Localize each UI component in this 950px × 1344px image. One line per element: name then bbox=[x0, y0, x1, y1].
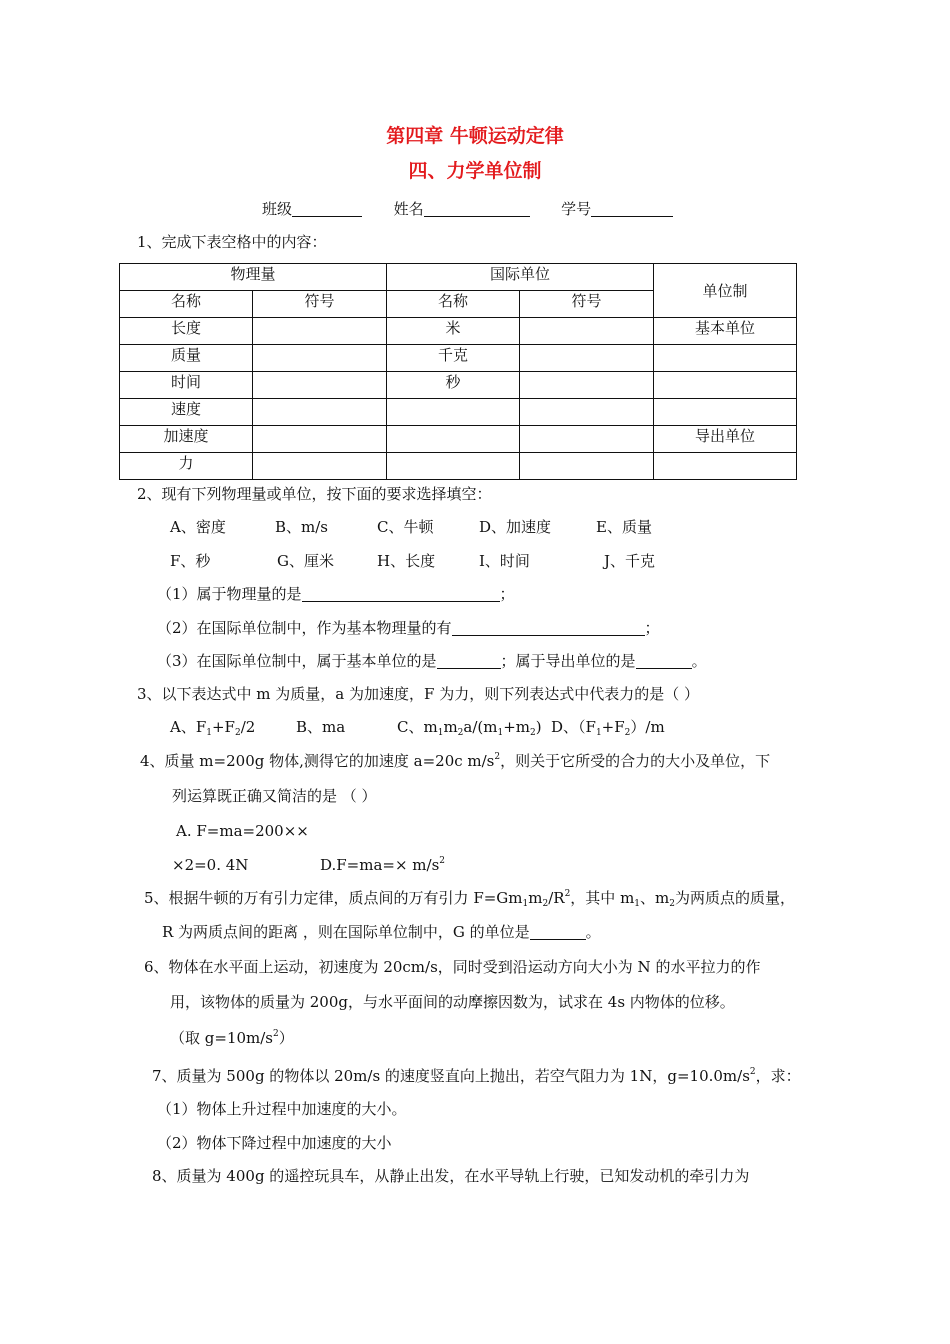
q2-sub3-end: 。 bbox=[691, 652, 707, 670]
si-name-cell[interactable] bbox=[387, 453, 520, 480]
q5-text: R 为两质点间的距离 ，则在国际单位制中，G 的单位是 bbox=[162, 923, 530, 941]
header-si-name: 名称 bbox=[387, 291, 520, 318]
subscript: 1 bbox=[497, 728, 504, 738]
q3-opt-c-text: m bbox=[443, 718, 458, 736]
q2-option-i: I、时间 bbox=[479, 552, 530, 570]
header-si-symbol: 符号 bbox=[520, 291, 654, 318]
q6-text: ） bbox=[278, 1029, 294, 1047]
section-title: 四、力学单位制 bbox=[408, 160, 542, 182]
q4-text: ，则关于它所受的合力的大小及单位，下 bbox=[500, 752, 771, 770]
subscript: 1 bbox=[595, 728, 602, 738]
quantity-cell: 长度 bbox=[120, 318, 253, 345]
superscript: 2 bbox=[564, 889, 571, 899]
q2-sub2-text: （2）在国际单位制中，作为基本物理量的有 bbox=[157, 619, 452, 637]
si-symbol-cell[interactable] bbox=[520, 453, 654, 480]
name-blank[interactable] bbox=[424, 201, 530, 217]
table-row bbox=[120, 372, 797, 399]
header-name: 名称 bbox=[120, 291, 253, 318]
q4-option-b: ×2=0. 4N bbox=[172, 856, 249, 874]
q4-text: 4、质量 m=200g 物体,测得它的加速度 a=20c m/s bbox=[140, 752, 495, 770]
q2-option-d: D、加速度 bbox=[479, 518, 552, 536]
system-cell[interactable] bbox=[654, 399, 797, 426]
student-info bbox=[262, 199, 673, 219]
id-blank[interactable] bbox=[591, 201, 673, 217]
q2-option-e: E、质量 bbox=[596, 518, 652, 536]
table-row bbox=[120, 318, 797, 345]
si-name-cell[interactable] bbox=[387, 426, 520, 453]
chapter-title: 第四章 牛顿运动定律 bbox=[386, 125, 564, 147]
superscript: 2 bbox=[749, 1067, 756, 1077]
header-si-unit: 国际单位 bbox=[387, 264, 654, 291]
system-cell[interactable] bbox=[654, 345, 797, 372]
q3-opt-d-text: D、（F bbox=[551, 718, 596, 736]
q2-sub2 bbox=[157, 618, 660, 638]
subscript: 2 bbox=[624, 728, 631, 738]
q4-option-a: A. F=ma=200×× bbox=[176, 822, 309, 840]
subscript: 1 bbox=[206, 728, 212, 738]
symbol-cell[interactable] bbox=[253, 426, 387, 453]
q8-line1: 8、质量为 400g 的遥控玩具车，从静止出发，在水平导轨上行驶，已知发动机的牵引力为 bbox=[152, 1167, 750, 1185]
quantity-cell: 质量 bbox=[120, 345, 253, 372]
q3-opt-a-text: A、F bbox=[170, 718, 207, 736]
subscript: 2 bbox=[542, 899, 549, 909]
q6-line2: 用，该物体的质量为 200g，与水平面间的动摩擦因数为，试求在 4s 内物体的位移。 bbox=[170, 993, 735, 1011]
q2-option-j: J、千克 bbox=[604, 552, 656, 570]
si-symbol-cell[interactable] bbox=[520, 399, 654, 426]
table-row bbox=[120, 453, 797, 480]
symbol-cell[interactable] bbox=[253, 399, 387, 426]
q7-sub1: （1）物体上升过程中加速度的大小。 bbox=[157, 1100, 407, 1118]
q3-option-c bbox=[397, 717, 542, 737]
q5-text: m bbox=[528, 889, 543, 907]
symbol-cell[interactable] bbox=[253, 318, 387, 345]
q2-option-c: C、牛顿 bbox=[377, 518, 434, 536]
q7-text: 7、质量为 500g 的物体以 20m/s 的速度竖直向上抛出，若空气阻力为 1N，g=10.0m/s bbox=[152, 1067, 750, 1085]
subscript: 1 bbox=[437, 728, 444, 738]
q2-option-h: H、长度 bbox=[377, 552, 436, 570]
q2-sub1-blank[interactable] bbox=[302, 586, 500, 602]
table-row bbox=[120, 426, 797, 453]
subscript: 2 bbox=[530, 728, 536, 738]
units-table bbox=[119, 263, 797, 480]
q2-sub1-end: ； bbox=[499, 585, 515, 603]
q2-sub3 bbox=[157, 651, 707, 671]
si-symbol-cell[interactable] bbox=[520, 318, 654, 345]
class-label: 班级 bbox=[262, 200, 293, 218]
q4-line2: 列运算既正确又简洁的是 （ ） bbox=[172, 787, 377, 805]
si-symbol-cell[interactable] bbox=[520, 372, 654, 399]
q2-sub3-text-b: ；属于导出单位的是 bbox=[500, 652, 636, 670]
system-cell: 基本单位 bbox=[654, 318, 797, 345]
q2-sub3-blank-base[interactable] bbox=[437, 653, 501, 669]
symbol-cell[interactable] bbox=[253, 345, 387, 372]
q7-text: ，求： bbox=[755, 1067, 801, 1085]
q4-opt-d-text: D.F=ma=× m/s bbox=[320, 856, 440, 874]
subscript: 2 bbox=[669, 899, 675, 909]
q3-opt-d-text: +F bbox=[601, 718, 625, 736]
superscript: 2 bbox=[273, 1029, 279, 1039]
q2-option-f: F、秒 bbox=[170, 552, 211, 570]
id-label: 学号 bbox=[561, 200, 592, 218]
q6-text: （取 g=10m/s bbox=[170, 1029, 274, 1047]
q5-text: 。 bbox=[585, 923, 601, 941]
q5-blank[interactable] bbox=[530, 924, 586, 940]
q5-text: /R bbox=[548, 889, 565, 907]
si-name-cell: 千克 bbox=[387, 345, 520, 372]
q4-option-d bbox=[320, 855, 445, 875]
q4-line1 bbox=[140, 751, 770, 771]
si-symbol-cell[interactable] bbox=[520, 426, 654, 453]
header-physical-quantity: 物理量 bbox=[120, 264, 387, 291]
si-name-cell: 米 bbox=[387, 318, 520, 345]
q2-prompt: 2、现有下列物理量或单位，按下面的要求选择填空： bbox=[137, 485, 492, 503]
subscript: 1 bbox=[634, 899, 641, 909]
si-name-cell[interactable] bbox=[387, 399, 520, 426]
symbol-cell[interactable] bbox=[253, 372, 387, 399]
q5-text: ，其中 m bbox=[570, 889, 635, 907]
q5-text: 、m bbox=[640, 889, 670, 907]
header-symbol: 符号 bbox=[253, 291, 387, 318]
si-symbol-cell[interactable] bbox=[520, 345, 654, 372]
q3-opt-c-text: C、m bbox=[397, 718, 438, 736]
table-row bbox=[120, 345, 797, 372]
q2-sub1 bbox=[157, 584, 515, 604]
q3-prompt: 3、以下表达式中 m 为质量，a 为加速度，F 为力，则下列表达式中代表力的是（ ） bbox=[137, 685, 699, 703]
q3-opt-c-text: a/(m bbox=[463, 718, 498, 736]
class-blank[interactable] bbox=[292, 201, 362, 217]
q2-sub2-end: ； bbox=[644, 619, 660, 637]
superscript: 2 bbox=[439, 856, 446, 866]
quantity-cell: 时间 bbox=[120, 372, 253, 399]
symbol-cell[interactable] bbox=[253, 453, 387, 480]
q3-opt-c-text: +m bbox=[503, 718, 531, 736]
quantity-cell: 加速度 bbox=[120, 426, 253, 453]
q6-line1: 6、物体在水平面上运动，初速度为 20cm/s，同时受到沿运动方向大小为 N 的水平拉力的作 bbox=[144, 958, 761, 976]
q2-option-b: B、m/s bbox=[275, 518, 328, 536]
subscript: 2 bbox=[234, 728, 241, 738]
q7-line1 bbox=[152, 1066, 801, 1086]
q7-sub2: （2）物体下降过程中加速度的大小 bbox=[157, 1134, 392, 1152]
q3-option-d bbox=[551, 717, 665, 737]
q3-option-b: B、ma bbox=[296, 718, 346, 736]
q2-option-a: A、密度 bbox=[170, 518, 226, 536]
q5-text: 5、根据牛顿的万有引力定律，质点间的万有引力 F=Gm bbox=[144, 889, 523, 907]
subscript: 1 bbox=[522, 899, 529, 909]
name-label: 姓名 bbox=[393, 200, 424, 218]
system-cell: 导出单位 bbox=[654, 426, 797, 453]
q3-opt-a-text: /2 bbox=[240, 718, 256, 736]
q6-line3 bbox=[170, 1028, 294, 1048]
system-cell[interactable] bbox=[654, 453, 797, 480]
q2-sub2-blank[interactable] bbox=[452, 620, 645, 636]
si-name-cell: 秒 bbox=[387, 372, 520, 399]
q2-option-g: G、厘米 bbox=[277, 552, 334, 570]
q2-sub3-text-a: （3）在国际单位制中，属于基本单位的是 bbox=[157, 652, 437, 670]
table-header-row bbox=[120, 264, 797, 291]
subscript: 2 bbox=[457, 728, 464, 738]
q5-text: 为两质点的质量， bbox=[675, 889, 796, 907]
q3-option-a bbox=[170, 717, 255, 737]
quantity-cell: 力 bbox=[120, 453, 253, 480]
system-cell[interactable] bbox=[654, 372, 797, 399]
q3-opt-c-text: ) bbox=[535, 718, 542, 736]
q3-opt-d-text: ）/m bbox=[630, 718, 665, 736]
q2-sub1-text: （1）属于物理量的是 bbox=[157, 585, 302, 603]
quantity-cell: 速度 bbox=[120, 399, 253, 426]
q5-line2 bbox=[162, 922, 601, 942]
superscript: 2 bbox=[494, 752, 501, 762]
q5-line1 bbox=[144, 888, 795, 908]
table-row bbox=[120, 399, 797, 426]
q2-sub3-blank-derived[interactable] bbox=[636, 653, 692, 669]
q3-opt-a-text: +F bbox=[211, 718, 235, 736]
q1-prompt: 1、完成下表空格中的内容： bbox=[137, 233, 327, 251]
header-unit-system: 单位制 bbox=[654, 264, 797, 318]
